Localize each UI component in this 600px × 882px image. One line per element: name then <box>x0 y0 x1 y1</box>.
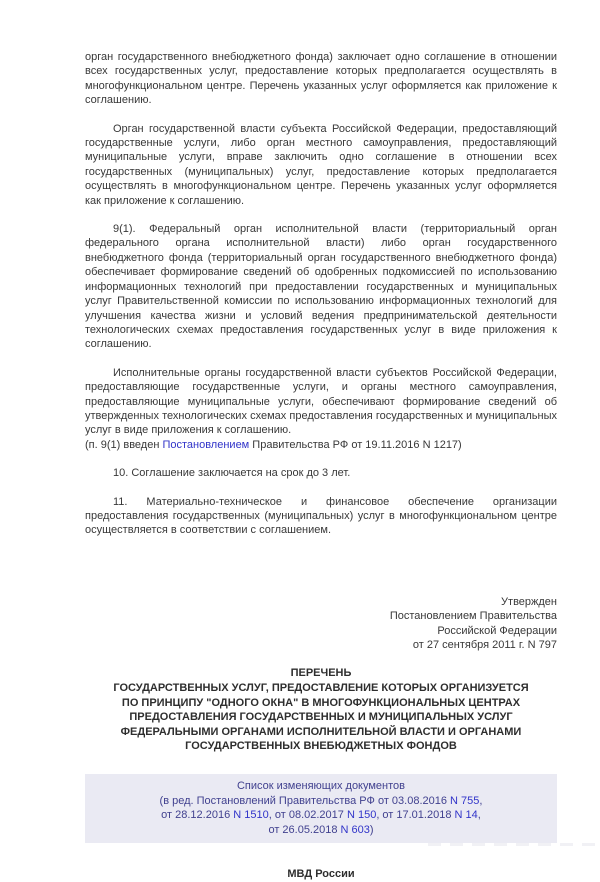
approval-block <box>85 595 557 653</box>
title-line: ПЕРЕЧЕНЬ <box>290 667 352 680</box>
paragraph-continuation: орган государственного внебюджетного фонда) заключает одно соглашение в отношении всех государственных услуг, предоставление которых предполагается осуществлять в многофункциональном центре. Перечень указанных услуг оформляется как приложение к соглашению. <box>85 51 557 107</box>
amendment-link-603[interactable]: N 603 <box>340 823 370 836</box>
amendments-box <box>85 774 557 843</box>
title-line: ФЕДЕРАЛЬНЫМИ ОРГАНАМИ ИСПОЛНИТЕЛЬНОЙ ВЛАСТИ И ОРГАНАМИ <box>120 725 522 738</box>
document-body <box>85 50 557 882</box>
amendment-link-150[interactable]: N 150 <box>346 809 377 822</box>
amendments-text: , от 17.01.2018 <box>376 809 455 822</box>
approval-line: Утвержден <box>501 595 557 608</box>
amendments-text: (в ред. Постановлений Правительства РФ от 03.08.2016 <box>159 794 451 807</box>
title-line: ГОСУДАРСТВЕННЫХ УСЛУГ, ПРЕДОСТАВЛЕНИЕ КОТОРЫХ ОРГАНИЗУЕТСЯ <box>113 682 529 694</box>
amendments-line <box>89 808 553 823</box>
amendments-title: Список изменяющих документов <box>236 779 406 792</box>
postanovlenie-link[interactable]: Постановлением <box>162 438 250 451</box>
note-text-after: Правительства РФ от 19.11.2016 N 1217) <box>249 438 462 451</box>
paragraph-executive-bodies: Исполнительные органы государственной власти субъектов Российской Федерации, предоставляющие государственные услуги, и органы местного самоуправления, предоставляющие муниципальные услуги, обеспечивают формирование сведений об утвержденных технологических схемах предоставления государственных и муниципальных услуг в виде приложения к соглашению. <box>85 366 557 437</box>
amendment-link-14[interactable]: N 14 <box>454 809 478 822</box>
amendments-text: , <box>479 794 483 807</box>
note-text-before: (п. 9(1) введен <box>85 438 163 451</box>
amendment-link-755[interactable]: N 755 <box>450 794 480 807</box>
amendments-text: от 26.05.2018 <box>268 823 341 836</box>
amendments-text: ) <box>369 823 374 836</box>
amendments-line <box>89 823 553 838</box>
amendments-line <box>89 794 553 809</box>
amendments-text: , <box>477 809 481 822</box>
page-break-dashed-line <box>428 843 600 846</box>
amendment-note-line <box>85 438 557 452</box>
paragraph-subject-authority: Орган государственной власти субъекта Российской Федерации, предоставляющий государственные услуги, либо орган местного самоуправления, предоставляющий муниципальные услуги, вправе заключить одно соглашение в отношении всех государственных (муниципальных) услуг, предоставление которых предполагается осуществлять в многофункциональном центре. Перечень указанных услуг оформляется как приложение к соглашению. <box>85 122 557 207</box>
amendments-text: от 28.12.2016 <box>161 809 234 822</box>
document-title <box>85 666 557 754</box>
amendments-text: , от 08.02.2017 <box>268 809 347 822</box>
paragraph-9-1: 9(1). Федеральный орган исполнительной власти (территориальный орган федерального органа исполнительной власти) либо орган государственного внебюджетного фонда (территориальный орган государственного внебюджетного фонда) обеспечивает формирование сведений об одобренных подкомиссией по использованию информационных технологий при предоставлении государственных и муниципальных услуг Правительственной комиссии по использованию информационных технологий для улучшения качества жизни и условий ведения предпринимательской деятельности технологических схемах предоставления государственных услуг в виде приложения к соглашению. <box>85 223 557 351</box>
agency-heading: МВД России <box>287 868 355 881</box>
title-line: ГОСУДАРСТВЕННЫХ ВНЕБЮДЖЕТНЫХ ФОНДОВ <box>185 740 457 753</box>
approval-line: от 27 сентября 2011 г. N 797 <box>412 639 557 651</box>
paragraph-11: 11. Материально-техническое и финансовое обеспечение организации предоставления государственных (муниципальных) услуг в многофункциональном центре осуществляется в соответствии с соглашением. <box>85 495 557 537</box>
title-line: ПРЕДОСТАВЛЕНИЯ ГОСУДАРСТВЕННЫХ И МУНИЦИПАЛЬНЫХ УСЛУГ <box>129 711 513 724</box>
approval-line: Постановлением Правительства <box>389 610 557 623</box>
amendment-link-1510[interactable]: N 1510 <box>233 809 269 822</box>
title-line: ПО ПРИНЦИПУ "ОДНОГО ОКНА" В МНОГОФУНКЦИОНАЛЬНЫХ ЦЕНТРАХ <box>121 696 521 709</box>
paragraph-10: 10. Соглашение заключается на срок до 3 лет. <box>113 467 351 480</box>
approval-line: Российской Федерации <box>437 624 557 637</box>
